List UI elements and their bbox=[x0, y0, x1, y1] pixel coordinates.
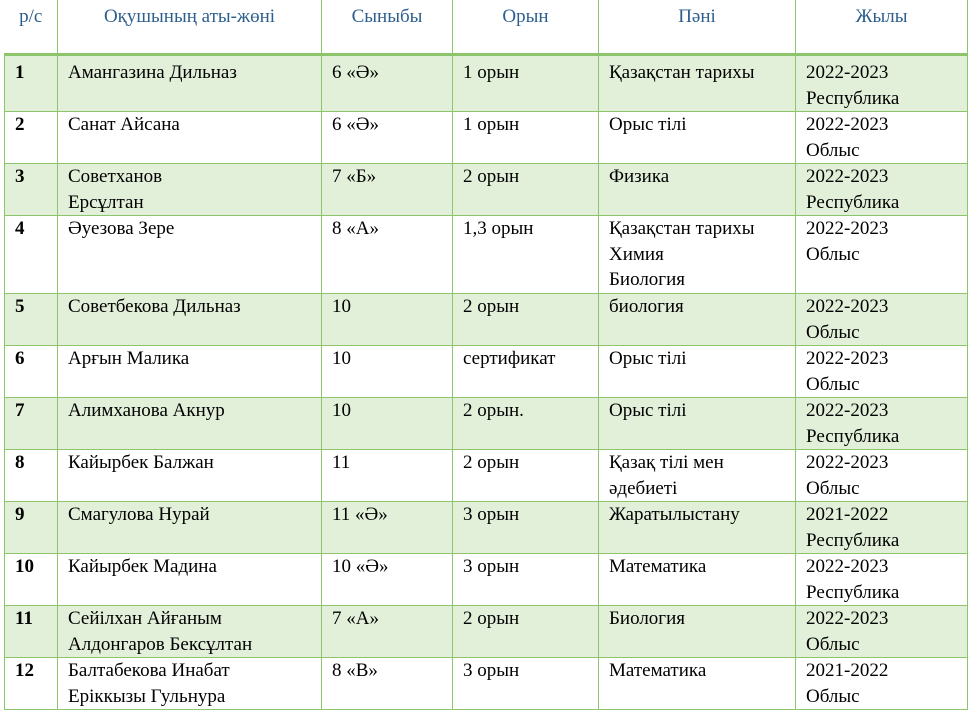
cell-year: 2022-2023 Республика bbox=[796, 164, 968, 216]
cell-subject: Қазақ тілі мен әдебиеті bbox=[599, 450, 796, 502]
cell-place: 1,3 орын bbox=[453, 216, 599, 294]
cell-class: 7 «Б» bbox=[322, 164, 453, 216]
cell-name: Кайырбек Балжан bbox=[58, 450, 322, 502]
cell-subject: Математика bbox=[599, 554, 796, 606]
table-row bbox=[5, 55, 968, 112]
cell-year: 2022-2023 Республика bbox=[796, 398, 968, 450]
cell-name: Арғын Малика bbox=[58, 346, 322, 398]
header-subject: Пәні bbox=[599, 0, 796, 55]
header-place: Орын bbox=[453, 0, 599, 55]
cell-class: 10 «Ә» bbox=[322, 554, 453, 606]
cell-subject: Физика bbox=[599, 164, 796, 216]
cell-year: 2022-2023 Облыс bbox=[796, 112, 968, 164]
cell-class: 10 bbox=[322, 346, 453, 398]
table-row bbox=[5, 398, 968, 450]
table-row bbox=[5, 346, 968, 398]
cell-year: 2022-2023 Облыс bbox=[796, 606, 968, 658]
cell-class: 11 bbox=[322, 450, 453, 502]
cell-number: 6 bbox=[5, 346, 58, 398]
cell-subject: Жаратылыстану bbox=[599, 502, 796, 554]
cell-subject: Қазақстан тарихы Химия Биология bbox=[599, 216, 796, 294]
cell-year: 2022-2023 Облыс bbox=[796, 216, 968, 294]
cell-year: 2022-2023 Республика bbox=[796, 554, 968, 606]
cell-place: 3 орын bbox=[453, 658, 599, 710]
cell-subject: Биология bbox=[599, 606, 796, 658]
cell-number: 8 bbox=[5, 450, 58, 502]
cell-name: Әуезова Зере bbox=[58, 216, 322, 294]
cell-number: 5 bbox=[5, 294, 58, 346]
table-row bbox=[5, 216, 968, 294]
cell-class: 10 bbox=[322, 294, 453, 346]
cell-subject: Орыс тілі bbox=[599, 112, 796, 164]
cell-year: 2022-2023 Облыс bbox=[796, 294, 968, 346]
table-row bbox=[5, 164, 968, 216]
cell-number: 11 bbox=[5, 606, 58, 658]
cell-place: сертификат bbox=[453, 346, 599, 398]
cell-class: 7 «А» bbox=[322, 606, 453, 658]
cell-class: 6 «Ә» bbox=[322, 55, 453, 112]
table-header bbox=[5, 0, 968, 55]
cell-class: 6 «Ә» bbox=[322, 112, 453, 164]
header-number: р/с bbox=[5, 0, 58, 55]
cell-place: 3 орын bbox=[453, 502, 599, 554]
results-table bbox=[4, 0, 968, 710]
cell-place: 2 орын bbox=[453, 450, 599, 502]
cell-name: Алимханова Акнур bbox=[58, 398, 322, 450]
table-row bbox=[5, 658, 968, 710]
cell-number: 3 bbox=[5, 164, 58, 216]
cell-year: 2022-2023 Республика bbox=[796, 55, 968, 112]
cell-class: 10 bbox=[322, 398, 453, 450]
cell-class: 8 «А» bbox=[322, 216, 453, 294]
cell-place: 2 орын bbox=[453, 164, 599, 216]
table-row bbox=[5, 554, 968, 606]
table-row bbox=[5, 502, 968, 554]
cell-number: 7 bbox=[5, 398, 58, 450]
cell-place: 2 орын bbox=[453, 294, 599, 346]
cell-place: 1 орын bbox=[453, 55, 599, 112]
cell-year: 2021-2022 Облыс bbox=[796, 658, 968, 710]
header-row bbox=[5, 0, 968, 55]
cell-class: 8 «В» bbox=[322, 658, 453, 710]
cell-subject: Орыс тілі bbox=[599, 398, 796, 450]
cell-year: 2022-2023 Облыс bbox=[796, 450, 968, 502]
cell-number: 9 bbox=[5, 502, 58, 554]
cell-name: Сейілхан Айғаным Алдонгаров Бексұлтан bbox=[58, 606, 322, 658]
cell-name: Амангазина Дильназ bbox=[58, 55, 322, 112]
cell-place: 1 орын bbox=[453, 112, 599, 164]
cell-number: 1 bbox=[5, 55, 58, 112]
cell-subject: биология bbox=[599, 294, 796, 346]
header-class: Сыныбы bbox=[322, 0, 453, 55]
cell-name: Санат Айсана bbox=[58, 112, 322, 164]
cell-place: 2 орын bbox=[453, 606, 599, 658]
cell-number: 2 bbox=[5, 112, 58, 164]
cell-class: 11 «Ә» bbox=[322, 502, 453, 554]
cell-place: 2 орын. bbox=[453, 398, 599, 450]
cell-name: Советханов Ерсұлтан bbox=[58, 164, 322, 216]
cell-name: Советбекова Дильназ bbox=[58, 294, 322, 346]
table-row bbox=[5, 450, 968, 502]
header-name: Оқушының аты-жөні bbox=[58, 0, 322, 55]
table-body bbox=[5, 55, 968, 710]
header-year: Жылы bbox=[796, 0, 968, 55]
table-row bbox=[5, 294, 968, 346]
table-row bbox=[5, 606, 968, 658]
cell-name: Балтабекова Инабат Еріккызы Гульнура bbox=[58, 658, 322, 710]
table-row bbox=[5, 112, 968, 164]
cell-place: 3 орын bbox=[453, 554, 599, 606]
cell-number: 10 bbox=[5, 554, 58, 606]
cell-number: 12 bbox=[5, 658, 58, 710]
cell-name: Смагулова Нурай bbox=[58, 502, 322, 554]
cell-year: 2021-2022 Республика bbox=[796, 502, 968, 554]
cell-name: Кайырбек Мадина bbox=[58, 554, 322, 606]
cell-number: 4 bbox=[5, 216, 58, 294]
cell-subject: Математика bbox=[599, 658, 796, 710]
cell-subject: Орыс тілі bbox=[599, 346, 796, 398]
cell-subject: Қазақстан тарихы bbox=[599, 55, 796, 112]
cell-year: 2022-2023 Облыс bbox=[796, 346, 968, 398]
